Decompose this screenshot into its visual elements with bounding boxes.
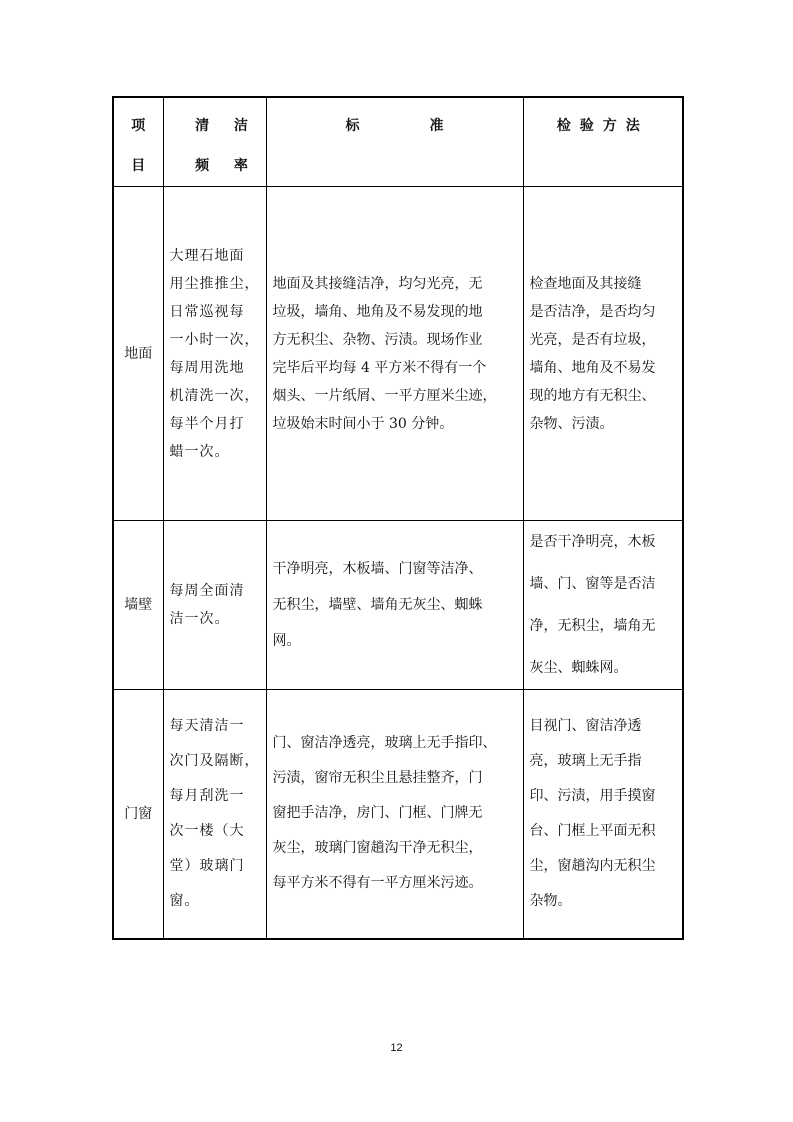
header-item-line: 项 — [131, 118, 146, 134]
frequency-cell — [163, 690, 266, 939]
frequency-cell — [163, 187, 266, 521]
text-line: 垃圾始末时间小于 30 分钟。 — [272, 415, 454, 432]
text-line: 光亮，是否有垃圾， — [529, 331, 656, 348]
table-row — [113, 690, 683, 939]
text-line: 蜡一次。 — [169, 443, 230, 460]
text-line: 用尘推推尘， — [169, 275, 260, 292]
text-line: 次一楼（大 — [169, 822, 245, 839]
text-line: 垃圾，墙角、地角及不易发现的地 — [272, 303, 483, 320]
text-line: 次门及隔断， — [169, 752, 260, 769]
text-line: 机清洗一次， — [169, 387, 260, 404]
text-line: 杂物。 — [529, 892, 572, 909]
text-line: 现的地方有无积尘、 — [529, 387, 656, 404]
text-line: 灰尘，玻璃门窗趟沟干净无积尘， — [272, 840, 483, 857]
header-frequency-line: 频 率 — [195, 158, 258, 174]
text-line: 尘，窗趟沟内无积尘 — [529, 857, 656, 874]
item-cell: 墙壁 — [113, 521, 163, 690]
item-cell: 地面 — [113, 187, 163, 521]
text-line: 无积尘，墙壁、墙角无灰尘、蜘蛛 — [272, 597, 483, 613]
header-standard — [266, 97, 523, 187]
text-line: 大理石地面 — [169, 247, 245, 264]
text-line: 每半个月打 — [169, 415, 245, 432]
standard-cell — [266, 521, 523, 690]
method-cell — [523, 521, 683, 690]
text-line: 墙、门、窗等是否洁 — [529, 576, 656, 592]
standard-cell — [266, 187, 523, 521]
header-method: 检验方法 — [523, 97, 683, 187]
text-line: 窗。 — [169, 892, 200, 909]
header-frequency — [163, 97, 266, 187]
header-item — [113, 97, 163, 187]
table-row — [113, 187, 683, 521]
cleaning-standards-table — [112, 96, 684, 940]
text-line: 印、污渍，用手摸窗 — [529, 787, 656, 804]
text-line: 烟头、一片纸屑、一平方厘米尘迹， — [272, 387, 497, 404]
method-cell — [523, 690, 683, 939]
table-header-row — [113, 97, 683, 187]
text-line: 网。 — [272, 633, 301, 649]
text-line: 灰尘、蜘蛛网。 — [529, 660, 628, 676]
text-line: 目视门、窗洁净透 — [529, 717, 642, 734]
text-line: 检查地面及其接缝 — [529, 275, 642, 292]
text-line: 门、窗洁净透亮，玻璃上无手指印、 — [272, 735, 497, 752]
method-cell — [523, 187, 683, 521]
text-line: 台、门框上平面无积 — [529, 822, 656, 839]
text-line: 是否干净明亮，木板 — [529, 534, 656, 550]
text-line: 每月刮洗一 — [169, 787, 245, 804]
text-line: 每天清洁一 — [169, 717, 245, 734]
text-line: 每周用洗地 — [169, 359, 245, 376]
text-line: 日常巡视每 — [169, 303, 245, 320]
text-line: 污渍，窗帘无积尘且悬挂整齐，门 — [272, 770, 483, 787]
page-number: 12 — [390, 1042, 403, 1054]
header-standard-left: 标 — [345, 118, 360, 134]
text-line: 每平方米不得有一平方厘米污迹。 — [272, 875, 483, 892]
frequency-cell — [163, 521, 266, 690]
header-item-line: 目 — [131, 158, 146, 174]
text-line: 杂物、污渍。 — [529, 415, 614, 432]
standard-cell — [266, 690, 523, 939]
header-frequency-line: 清 洁 — [195, 118, 258, 134]
text-line: 是否洁净，是否均匀 — [529, 303, 656, 320]
text-line: 墙角、地角及不易发 — [529, 359, 656, 376]
header-standard-right: 准 — [429, 118, 444, 134]
text-line: 地面及其接缝洁净，均匀光亮，无 — [272, 275, 483, 292]
text-line: 净，无积尘，墙角无 — [529, 618, 656, 634]
text-line: 方无积尘、杂物、污渍。现场作业 — [272, 331, 483, 348]
text-line: 一小时一次， — [169, 331, 260, 348]
text-line: 堂）玻璃门 — [169, 857, 245, 874]
table-row — [113, 521, 683, 690]
text-line: 每周全面清 — [169, 583, 245, 599]
text-line: 完毕后平均每 4 平方米不得有一个 — [272, 359, 487, 376]
text-line: 干净明亮，木板墙、门窗等洁净、 — [272, 561, 483, 577]
text-line: 窗把手洁净，房门、门框、门牌无 — [272, 805, 483, 822]
item-cell: 门窗 — [113, 690, 163, 939]
text-line: 洁一次。 — [169, 611, 230, 627]
text-line: 亮，玻璃上无手指 — [529, 752, 642, 769]
